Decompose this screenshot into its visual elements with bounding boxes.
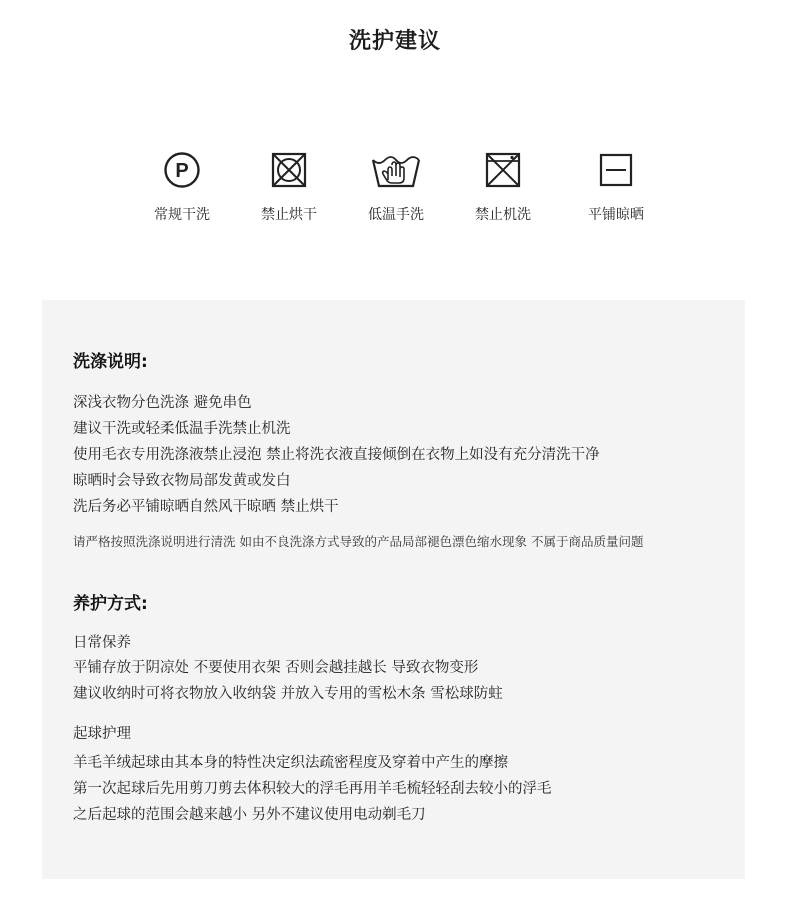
care-icon-item [448,150,558,224]
pilling-care-line: 之后起球的范围会越来越小 另外不建议使用电动剃毛刀 [73,807,426,823]
daily-care-line: 建议收纳时可将衣物放入收纳袋 并放入专用的雪松木条 雪松球防蛀 [73,686,503,702]
care-icon-label: 平铺晾晒 [588,207,644,223]
dry-flat-icon [596,150,636,190]
care-instructions-panel [42,300,745,879]
washing-section-title: 洗涤说明: [73,352,148,372]
page-title: 洗护建议 [348,29,441,54]
washing-note: 请严格按照洗涤说明进行清洗 如由不良洗涤方式导致的产品局部褪色漂色缩水现象 不属于商品质量问题 [73,534,644,549]
washing-line: 深浅衣物分色洗涤 避免串色 [73,395,252,411]
washing-line: 晾晒时会导致衣物局部发黄或发白 [73,473,291,489]
no-machine-wash-icon [483,150,523,190]
care-icon-label: 禁止烘干 [261,207,317,223]
washing-line: 洗后务必平铺晾晒自然风干晾晒 禁止烘干 [73,499,339,515]
care-icons-row [0,150,790,240]
hand-wash-icon [370,150,422,190]
pilling-care-line: 羊毛羊绒起球由其本身的特性决定织法疏密程度及穿着中产生的摩擦 [73,755,508,771]
washing-line: 建议干洗或轻柔低温手洗禁止机洗 [73,421,291,437]
pilling-care-heading: 起球护理 [73,726,131,742]
care-icon-item [127,150,237,224]
no-tumble-dry-icon [269,150,309,190]
care-icon-item [234,150,344,224]
care-section-title: 养护方式: [73,594,148,614]
care-icon-label: 禁止机洗 [475,207,531,223]
care-icon-item [561,150,671,224]
care-icon-label: 常规干洗 [154,207,210,223]
dry-clean-p-icon [162,150,202,190]
svg-text:P: P [175,160,189,182]
daily-care-line: 平铺存放于阴凉处 不要使用衣架 否则会越挂越长 导致衣物变形 [73,660,479,676]
washing-line: 使用毛衣专用洗涤液禁止浸泡 禁止将洗衣液直接倾倒在衣物上如没有充分清洗干净 [73,447,600,463]
care-icon-label: 低温手洗 [368,207,424,223]
pilling-care-line: 第一次起球后先用剪刀剪去体积较大的浮毛再用羊毛梳轻轻刮去较小的浮毛 [73,781,552,797]
daily-care-heading: 日常保养 [73,635,131,651]
care-icon-item [341,150,451,224]
